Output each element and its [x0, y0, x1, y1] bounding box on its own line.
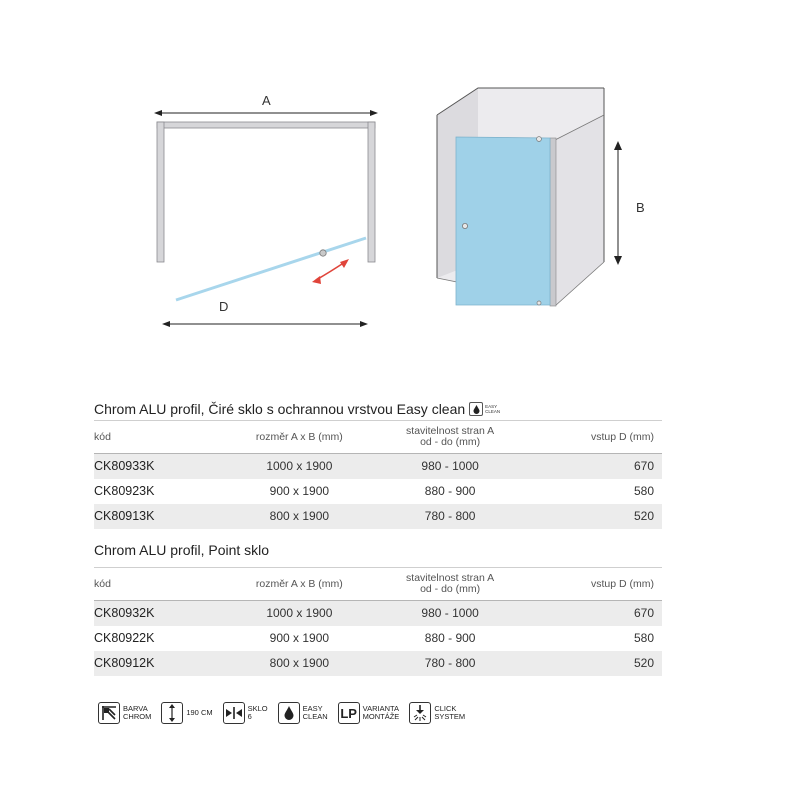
row-adjust: 780 - 800: [424, 509, 476, 523]
row-size: 800 x 1900: [269, 509, 330, 523]
row-size: 900 x 1900: [269, 484, 330, 498]
table-row: [94, 651, 662, 676]
hinge-icon: [320, 250, 326, 256]
water-drop-icon: [278, 702, 300, 724]
product-diagram: [0, 0, 800, 360]
table-row: [94, 504, 662, 529]
dimension-label-d: D: [219, 299, 229, 314]
product-table-point-glass: [94, 567, 662, 676]
feature-icons-bar: [98, 698, 475, 728]
top-view-diagram: [154, 93, 378, 327]
row-size: 1000 x 1900: [266, 606, 333, 621]
header-code: kód: [94, 578, 111, 590]
feature-color: BARVA CHROM: [98, 702, 151, 724]
easy-clean-badge: EASY CLEAN: [469, 402, 500, 416]
table-row: [94, 626, 662, 651]
feature-click-system: CLICK SYSTEM: [409, 702, 465, 724]
table-header-row: [94, 421, 662, 454]
table-header-row: [94, 568, 662, 601]
header-size: rozměr A x B (mm): [255, 431, 343, 443]
row-size: 800 x 1900: [269, 656, 330, 670]
click-system-icon: [409, 702, 431, 724]
header-code: kód: [94, 431, 111, 443]
header-adjust: stavitelnost stran A od - do (mm): [406, 425, 495, 448]
row-entry: 670: [633, 606, 654, 621]
row-entry: 520: [633, 509, 654, 523]
color-profile-icon: [98, 702, 120, 724]
glass-door-panel: [456, 137, 550, 305]
row-adjust: 880 - 900: [424, 484, 476, 498]
row-size: 900 x 1900: [269, 631, 330, 645]
perspective-view-diagram: [437, 88, 645, 306]
header-adjust: stavitelnost stran A od - do (mm): [406, 572, 495, 595]
table-row: [94, 479, 662, 504]
glass-door-line: [176, 238, 366, 300]
product-section-easy-clean: [94, 398, 662, 529]
header-entry: vstup D (mm): [591, 578, 654, 590]
row-adjust: 780 - 800: [424, 656, 476, 670]
row-entry: 580: [633, 631, 654, 645]
swing-arrow-icon: [316, 262, 345, 280]
feature-mounting: LP VARIANTA MONTÁŽE: [338, 702, 400, 724]
row-code: CK80922K: [94, 631, 155, 645]
row-code: CK80913K: [94, 509, 155, 523]
dimension-label-a: A: [262, 93, 271, 108]
feature-height: 190 CM: [161, 702, 212, 724]
door-handle-icon: [462, 223, 467, 228]
dimension-label-b: B: [636, 200, 645, 215]
feature-easy-clean: EASY CLEAN: [278, 702, 328, 724]
row-size: 1000 x 1900: [266, 459, 333, 474]
height-arrow-icon: [161, 702, 183, 724]
product-table-easy-clean: [94, 420, 662, 529]
table-row: [94, 601, 662, 626]
row-adjust: 880 - 900: [424, 631, 476, 645]
row-code: CK80912K: [94, 656, 155, 670]
row-adjust: 980 - 1000: [421, 606, 479, 621]
header-size: rozměr A x B (mm): [255, 578, 343, 590]
row-code: CK80923K: [94, 484, 155, 498]
section-title: Chrom ALU profil, Point sklo: [94, 542, 270, 558]
row-entry: 580: [633, 484, 654, 498]
section-title: Chrom ALU profil, Čiré sklo s ochrannou vrstvou Easy clean EASY CLEAN: [94, 401, 501, 417]
glass-thickness-icon: [223, 702, 245, 724]
row-entry: 520: [633, 656, 654, 670]
row-adjust: 980 - 1000: [421, 459, 479, 474]
row-code: CK80933K: [94, 459, 155, 474]
lp-mounting-icon: LP: [338, 702, 360, 724]
feature-glass: SKLO 6: [223, 702, 268, 724]
row-code: CK80932K: [94, 606, 155, 621]
header-entry: vstup D (mm): [591, 431, 654, 443]
row-entry: 670: [633, 459, 654, 474]
table-row: [94, 454, 662, 479]
water-drop-icon: [469, 402, 483, 416]
product-section-point-glass: [94, 539, 662, 676]
